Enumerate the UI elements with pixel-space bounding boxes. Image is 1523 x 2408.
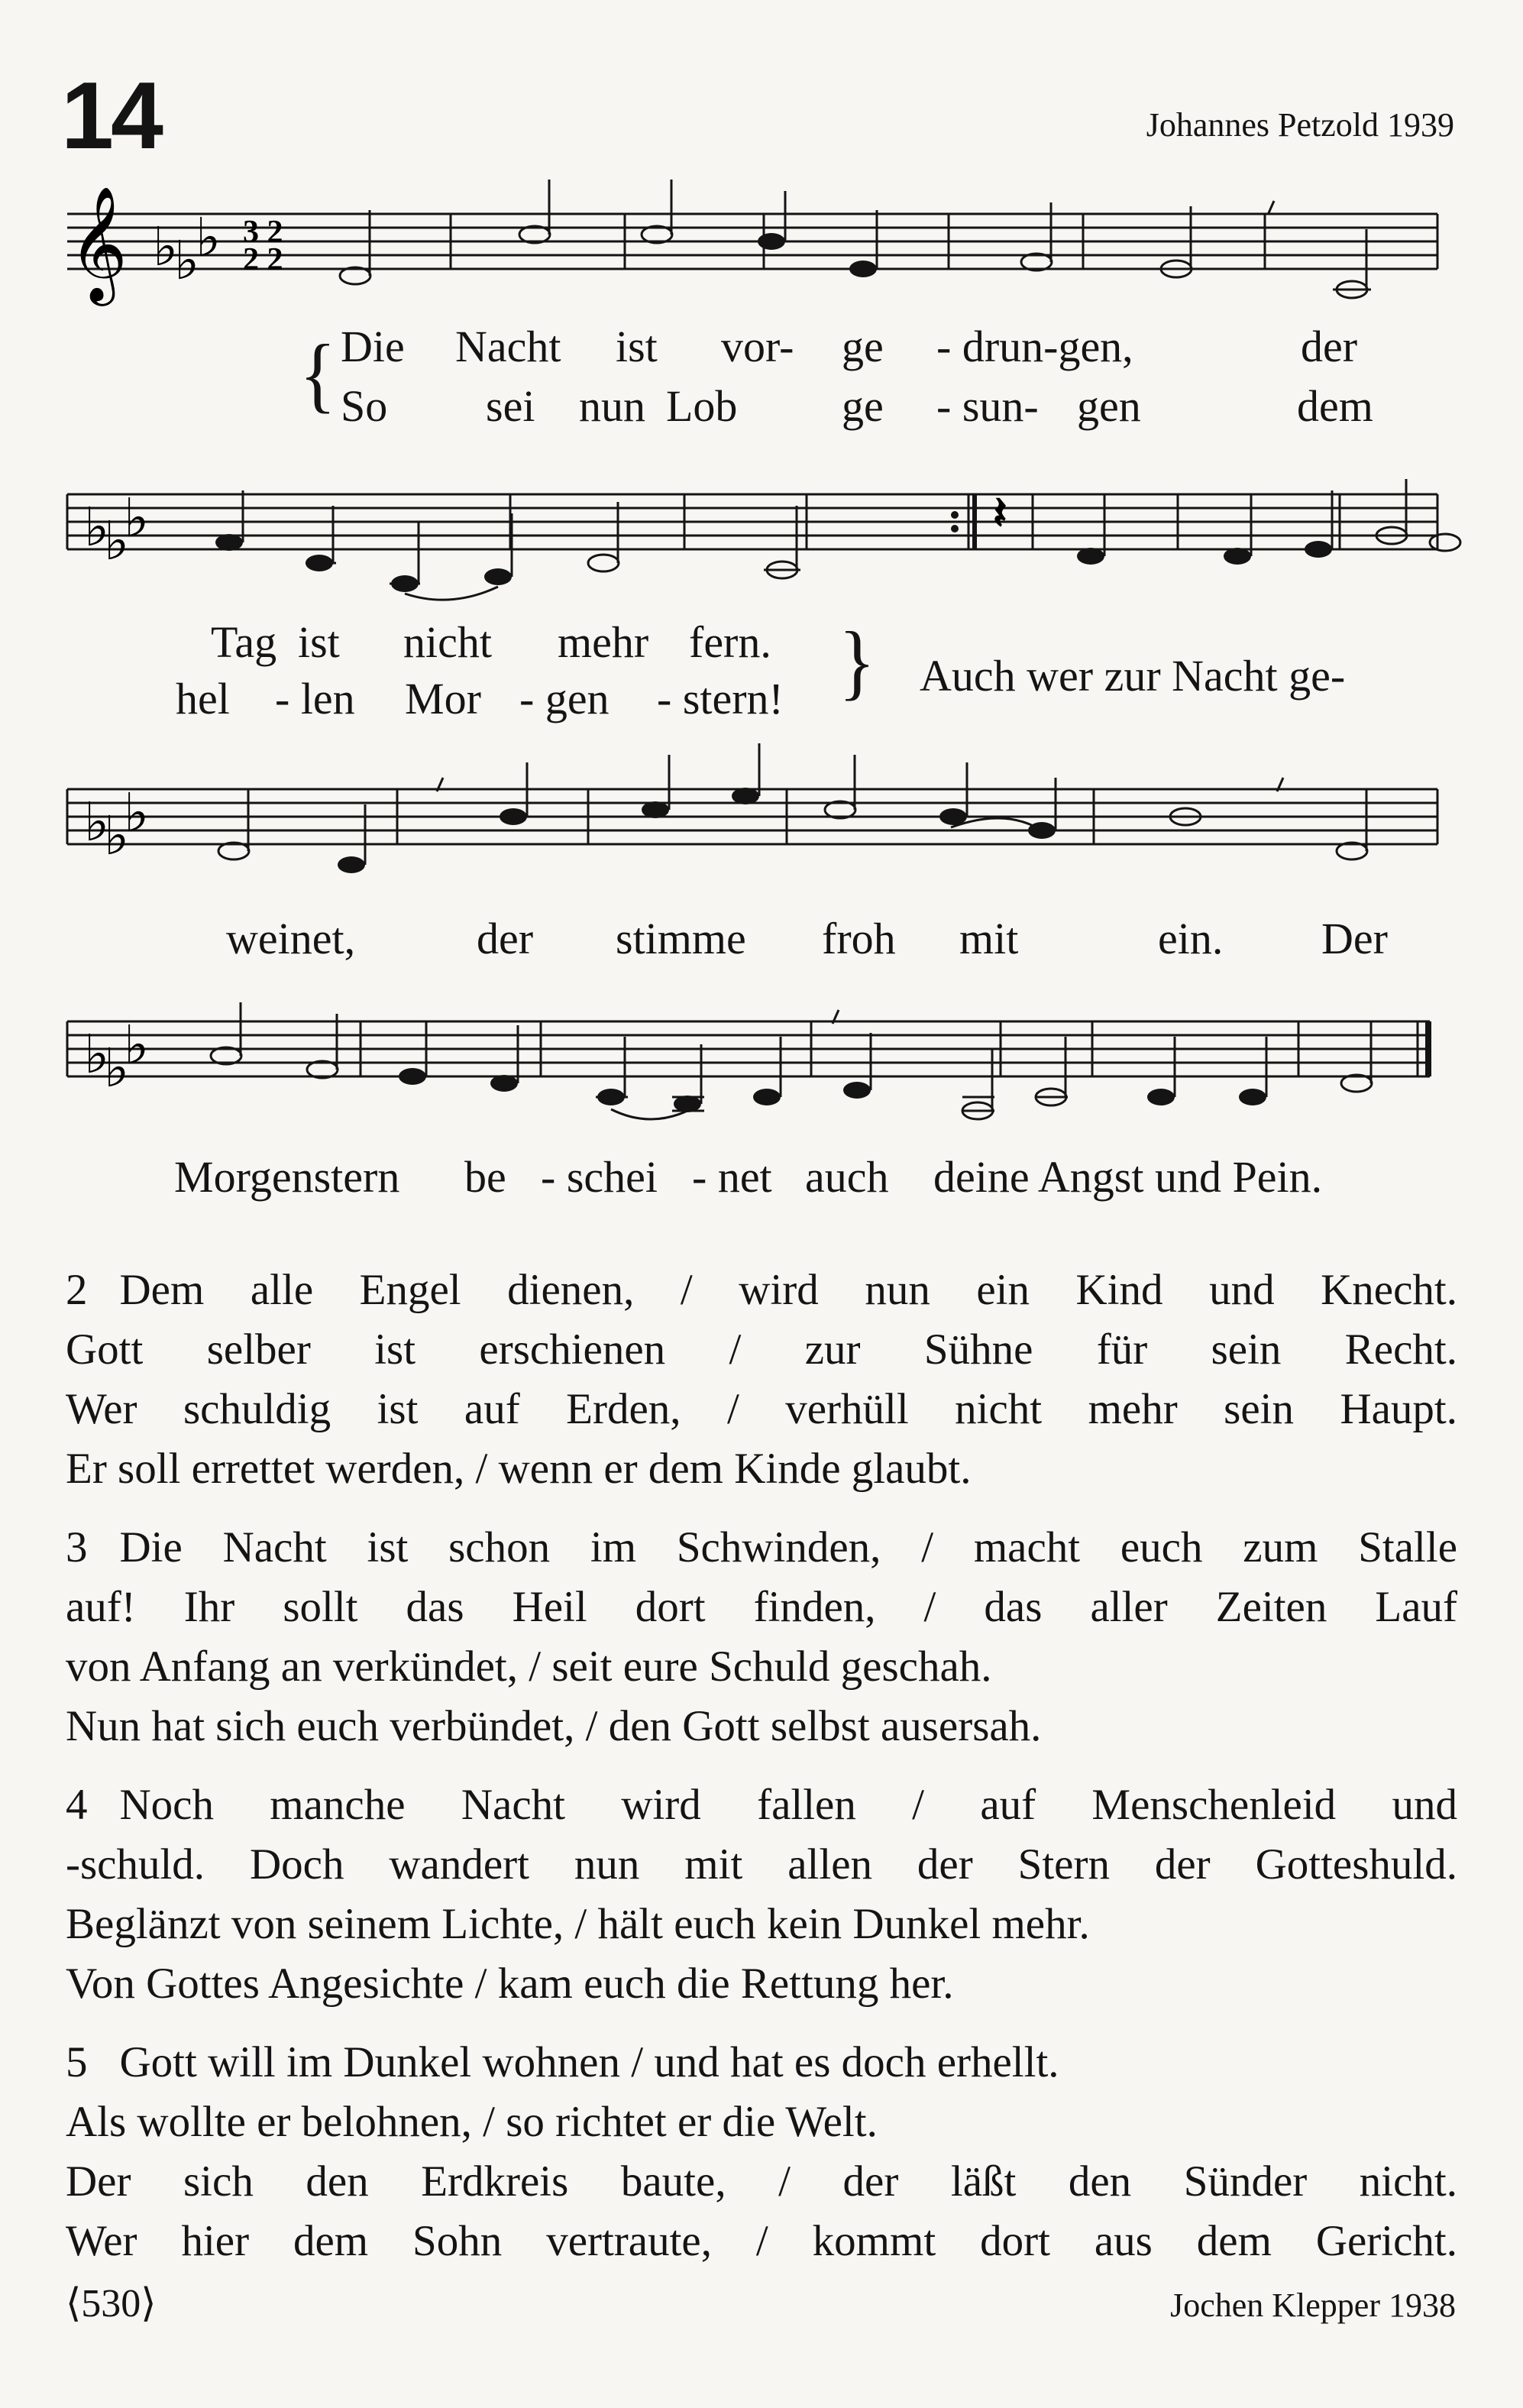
- verse-line: Beglänzt von seinem Lichte, / hält euch kein Dunkel mehr.: [66, 1900, 1090, 1948]
- verse-line: auf! Ihr sollt das Heil dort finden, / das aller Zeiten Lauf: [66, 1583, 1457, 1631]
- verse-brace: {: [299, 327, 336, 421]
- lyric-word: fern.: [689, 617, 771, 667]
- lyric-word: ge: [842, 381, 884, 431]
- lyric-word: der: [1301, 322, 1358, 371]
- verse-line: Er soll errettet werden, / wenn er dem Kinde glaubt.: [66, 1445, 972, 1493]
- lyric-word: mit: [959, 914, 1019, 963]
- lyric-word: hel: [176, 674, 230, 723]
- flat-icon: ♭: [84, 1026, 110, 1085]
- hymn-number: 14: [61, 63, 160, 169]
- flat-icon: ♭: [104, 1040, 130, 1099]
- lyric-word: Tag: [211, 617, 277, 667]
- lyric-word: ge: [842, 322, 884, 371]
- lyric-word: ist: [298, 617, 340, 667]
- music-staff-3: [0, 770, 1523, 908]
- verse-line: [66, 1518, 1457, 1578]
- flat-icon: ♭: [196, 209, 221, 268]
- verse-line: Nun hat sich euch verbündet, / den Gott selbst ausersah.: [66, 1702, 1042, 1750]
- lyric-word: stimme: [616, 914, 746, 963]
- verse-line: [66, 1775, 1457, 1835]
- author-credit: Jochen Klepper 1938: [1170, 2287, 1456, 2324]
- verse-number: 4: [66, 1781, 88, 1829]
- treble-clef-icon: 𝄞: [69, 185, 128, 301]
- verse-text: Die Nacht ist schon im Schwinden, / macht euch zum Stalle: [119, 1523, 1457, 1571]
- lyric-word: be: [464, 1152, 506, 1202]
- music-staff-4: [0, 1002, 1523, 1140]
- verse-number: 2: [66, 1266, 88, 1314]
- verse-2: [66, 1261, 1457, 1499]
- lyric-word: auch: [805, 1152, 889, 1202]
- lyric-word: dem: [1297, 381, 1373, 431]
- lyric-word: So: [341, 381, 388, 431]
- lyric-word: ein.: [1158, 914, 1224, 963]
- lyric-word: - gen: [519, 674, 610, 723]
- time-signature: 3 2: [243, 215, 283, 250]
- lyric-word: weinet,: [226, 914, 356, 963]
- lyric-word: - drun-gen,: [936, 322, 1133, 371]
- lyric-word: froh: [822, 914, 896, 963]
- lyric-word: Mor: [405, 674, 481, 723]
- verse-5: [66, 2033, 1457, 2271]
- lyric-word: - len: [275, 674, 355, 723]
- lyric-word: mehr: [558, 617, 649, 667]
- verse-text: Dem alle Engel dienen, / wird nun ein Kind und Knecht.: [119, 1266, 1457, 1314]
- lyric-word: - sun-: [936, 381, 1039, 431]
- lyric-word: Morgenstern: [174, 1152, 400, 1202]
- lyric-word: - stern!: [657, 674, 784, 723]
- lyric-word: ist: [616, 322, 658, 371]
- composer-credit: Johannes Petzold 1939: [1146, 106, 1454, 144]
- flat-icon: ♭: [84, 794, 110, 853]
- verse-line: Der sich den Erdkreis baute, / der läßt den Sünder nicht.: [66, 2157, 1457, 2206]
- lyric-word: sei: [486, 381, 535, 431]
- flat-icon: ♭: [124, 785, 150, 843]
- verse-line: Wer schuldig ist auf Erden, / verhüll nicht mehr sein Haupt.: [66, 1385, 1457, 1433]
- verse-line: Von Gottes Angesichte / kam euch die Rettung her.: [66, 1960, 954, 2008]
- verses-section: [66, 1261, 1457, 2290]
- verse-line: Wer hier dem Sohn vertraute, / kommt dort aus dem Gericht.: [66, 2217, 1457, 2265]
- page-reference: ⟨530⟩: [66, 2282, 157, 2325]
- flat-icon: ♭: [153, 218, 179, 277]
- lyric-word: - schei: [541, 1152, 658, 1202]
- flat-icon: ♭: [124, 1017, 150, 1076]
- rest-icon: 𝄽: [993, 488, 1007, 539]
- verse-text: Noch manche Nacht wird fallen / auf Menschenleid und: [119, 1781, 1457, 1829]
- verse-4: [66, 1775, 1457, 2014]
- flat-icon: ♭: [104, 808, 130, 866]
- verse-brace: }: [839, 614, 875, 708]
- lyric-word: Auch wer zur Nacht ge-: [920, 651, 1346, 701]
- lyric-word: Nacht: [455, 322, 561, 371]
- verse-line: von Anfang an verkündet, / seit eure Schuld geschah.: [66, 1643, 992, 1691]
- music-staff-1: [0, 185, 1523, 332]
- verse-text: Gott will im Dunkel wohnen / und hat es doch erhellt.: [119, 2038, 1059, 2086]
- lyric-word: Die: [341, 322, 405, 371]
- flat-icon: ♭: [104, 513, 130, 571]
- verse-number: 3: [66, 1523, 88, 1571]
- verse-line: Gott selber ist erschienen / zur Sühne für sein Recht.: [66, 1325, 1457, 1374]
- verse-line: Als wollte er belohnen, / so richtet er die Welt.: [66, 2098, 878, 2146]
- verse-line: [66, 2033, 1457, 2092]
- music-staff-2: [0, 475, 1523, 613]
- lyric-word: nicht: [403, 617, 492, 667]
- verse-line: [66, 1261, 1457, 1320]
- lyric-word: der: [477, 914, 534, 963]
- lyric-word: deine Angst und Pein.: [933, 1152, 1323, 1202]
- lyric-word: nun: [579, 381, 645, 431]
- lyric-word: gen: [1077, 381, 1141, 431]
- lyric-word: Lob: [666, 381, 738, 431]
- lyric-word: - net: [692, 1152, 772, 1202]
- lyric-word: Der: [1321, 914, 1388, 963]
- time-signature: 2 2: [243, 242, 283, 277]
- flat-icon: ♭: [124, 490, 150, 549]
- verse-3: [66, 1518, 1457, 1756]
- lyric-word: vor-: [721, 322, 794, 371]
- flat-icon: ♭: [84, 499, 110, 558]
- flat-icon: ♭: [174, 232, 200, 291]
- verse-line: -schuld. Doch wandert nun mit allen der Stern der Gotteshuld.: [66, 1840, 1457, 1889]
- verse-number: 5: [66, 2038, 88, 2086]
